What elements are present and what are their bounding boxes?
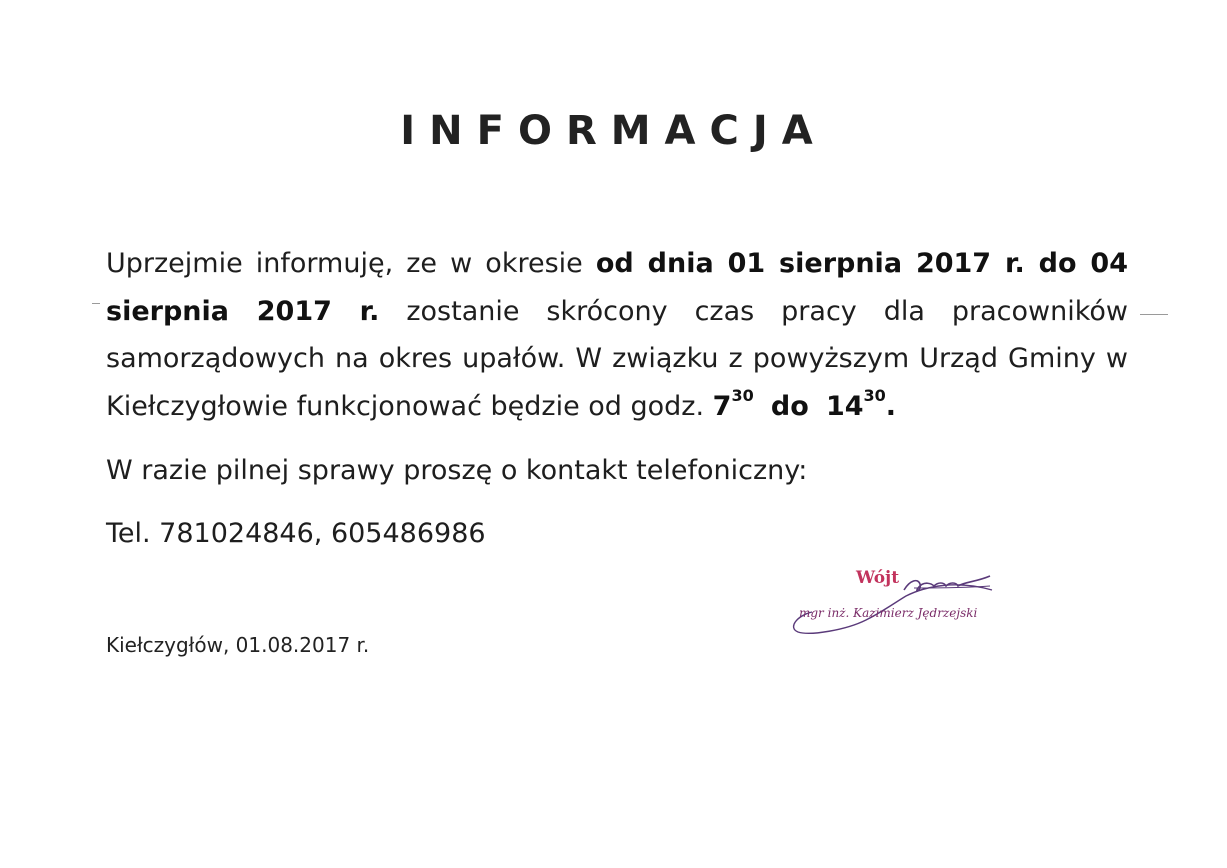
end-time [825, 385, 897, 422]
phone-line: Tel. 781024846, 605486986 [106, 518, 486, 549]
end-minutes: 30 [863, 385, 886, 405]
start-time [712, 385, 754, 422]
contact-line: W razie pilnej sprawy proszę o kontakt telefoniczny: [106, 455, 808, 486]
paragraph-text-1: Uprzejmie informuję, ze w okresie [106, 248, 596, 279]
end-hour: 14 [825, 390, 864, 422]
start-minutes: 30 [731, 385, 754, 405]
paragraph-date-range: od dnia 01 sierpnia 2017 r. do 04 sierpnia 2017 r. [106, 248, 1128, 327]
stamp-title: Wójt [856, 568, 900, 588]
start-hour: 7 [712, 390, 732, 422]
document-title: INFORMACJA [400, 108, 827, 154]
place-date: Kiełczygłów, 01.08.2017 r. [106, 633, 370, 657]
time-separator: do [770, 390, 809, 422]
official-stamp [786, 566, 996, 636]
end-period: . [885, 390, 897, 422]
main-paragraph [106, 240, 1128, 430]
paragraph-text-2: zostanie skrócony czas pracy dla pracowników samorządowych na okres upałów. W związku z powyższym Urząd Gminy w Kiełczygłowie funkcjonować będzie od godz. [106, 295, 1128, 422]
scan-artifact-right [1140, 314, 1168, 315]
stamp-name: mgr inż. Kazimierz Jędrzejski [799, 606, 978, 620]
scan-artifact-left [92, 303, 100, 304]
